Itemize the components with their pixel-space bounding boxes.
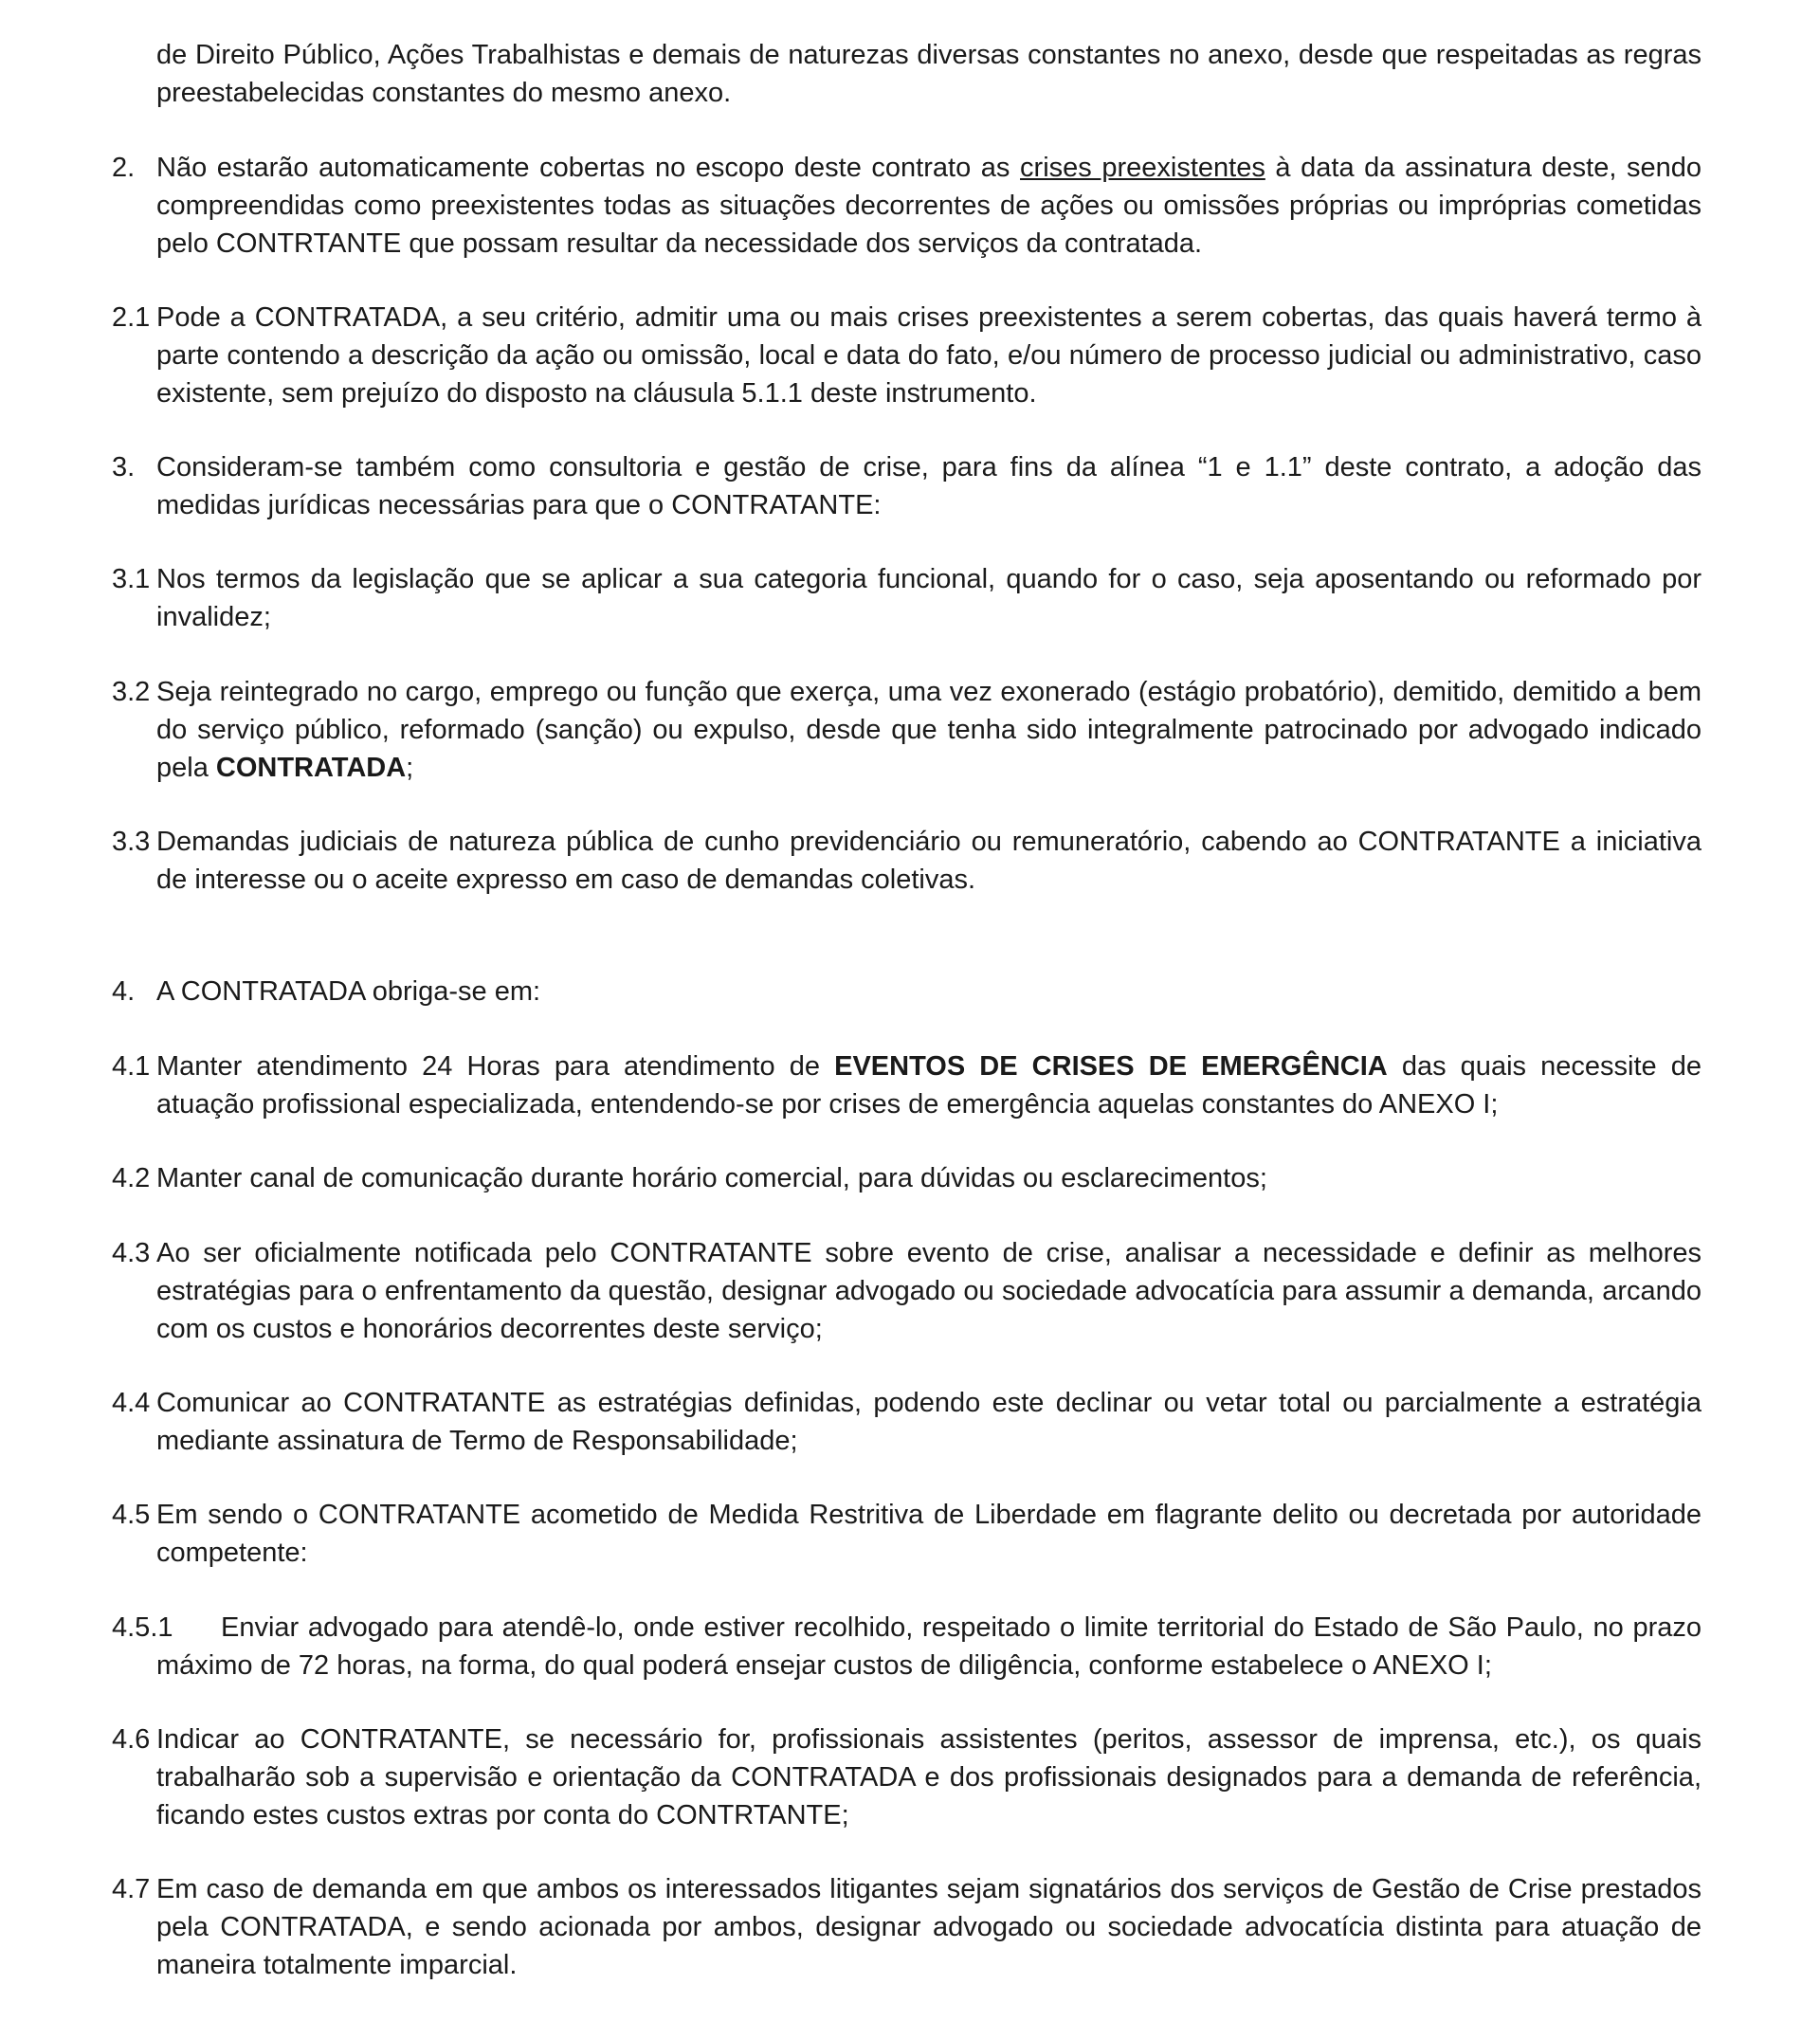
clause-number: 4.4 <box>112 1388 151 1418</box>
clause-number: 4. <box>112 976 136 1007</box>
clause-3-1 <box>112 560 1702 636</box>
clause-4-4 <box>112 1384 1702 1460</box>
clause-text: Comunicar ao CONTRATANTE as estratégias definidas, podendo este declinar ou vetar total ou parcialmente a estratégia mediante assinatura de Termo de Responsabilidade; <box>156 1388 1702 1456</box>
clause-text: Enviar advogado para atendê-lo, onde estiver recolhido, respeitado o limite territorial do Estado de São Paulo, no prazo máximo de 72 horas, na forma, do qual poderá ensejar custos de diligência, conforme estabelece o ANEXO I; <box>156 1612 1702 1681</box>
clause-text: Pode a CONTRATADA, a seu critério, admitir uma ou mais crises preexistentes a serem cobertas, das quais haverá termo à parte contendo a descrição da ação ou omissão, local e data do fato, e/ou número de processo judicial ou administrativo, caso existente, sem prejuízo do disposto na cláusula 5.1.1 deste instrumento. <box>156 302 1702 409</box>
clause-text: Ao ser oficialmente notificada pelo CONTRATANTE sobre evento de crise, analisar a necessidade e definir as melhores estratégias para o enfrentamento da questão, designar advogado ou sociedade advocatícia para assumir a demanda, arcando com os custos e honorários decorrentes deste serviço; <box>156 1238 1702 1344</box>
bold-term: CONTRATADA <box>215 753 407 783</box>
clause-number: 4.2 <box>112 1163 151 1193</box>
clause-text: Indicar ao CONTRATANTE, se necessário for, profissionais assistentes (peritos, assessor de imprensa, etc.), os quais trabalharão sob a supervisão e orientação da CONTRATADA e dos profissionais designados para a demanda de referência, ficando estes custos extras por conta do CONTRTANTE; <box>156 1724 1702 1830</box>
clause-text: Consideram-se também como consultoria e gestão de crise, para fins da alínea “1 e 1.1” deste contrato, a adoção das medidas jurídicas necessárias para que o CONTRATANTE: <box>156 452 1702 520</box>
clause-text: Em sendo o CONTRATANTE acometido de Medida Restritiva de Liberdade em flagrante delito ou decretada por autoridade competente: <box>156 1500 1702 1568</box>
clause-2 <box>112 149 1702 263</box>
clause-number: 2.1 <box>112 302 151 333</box>
clause-4-5-1 <box>112 1609 1702 1684</box>
clause-text: Manter atendimento 24 Horas para atendimento de EVENTOS DE CRISES DE EMERGÊNCIA das quais necessite de atuação profissional especializada, entendendo-se por crises de emergência aquelas constantes do ANEXO I; <box>156 1051 1702 1120</box>
clause-3-3 <box>112 823 1702 899</box>
clause-number: 2. <box>112 153 136 183</box>
clause-4-1 <box>112 1047 1702 1123</box>
clause-text: Em caso de demanda em que ambos os interessados litigantes sejam signatários dos serviços de Gestão de Crise prestados pela CONTRATADA, e sendo acionada por ambos, designar advogado ou sociedade advocatícia distinta para atuação de maneira totalmente imparcial. <box>156 1874 1702 1980</box>
clause-4-3 <box>112 1234 1702 1348</box>
bold-term: EVENTOS DE CRISES DE EMERGÊNCIA <box>834 1051 1388 1082</box>
clause-4-2 <box>112 1159 1702 1197</box>
clause-number: 4.1 <box>112 1051 151 1082</box>
clause-number: 4.5 <box>112 1500 151 1530</box>
clause-number: 4.5.1 <box>112 1612 173 1643</box>
clause-text: Nos termos da legislação que se aplicar a sua categoria funcional, quando for o caso, seja aposentando ou reformado por invalidez; <box>156 564 1702 632</box>
clause-text: Manter canal de comunicação durante horário comercial, para dúvidas ou esclarecimentos; <box>156 1163 1267 1193</box>
clause-number: 3.1 <box>112 564 151 594</box>
clause-number: 4.6 <box>112 1724 151 1755</box>
clause-4-7 <box>112 1870 1702 1984</box>
clause-number: 4.3 <box>112 1238 151 1268</box>
clause-3 <box>112 448 1702 524</box>
clause-4 <box>112 973 1702 1010</box>
clause-number: 3. <box>112 452 136 482</box>
paragraph-text: de Direito Público, Ações Trabalhistas e demais de naturezas diversas constantes no anexo, desde que respeitadas as regras preestabelecidas constantes do mesmo anexo. <box>156 40 1702 108</box>
clause-4-6 <box>112 1721 1702 1834</box>
clause-number: 4.7 <box>112 1874 151 1904</box>
clause-number: 3.2 <box>112 677 151 707</box>
underlined-term: crises preexistentes <box>1020 153 1265 183</box>
paragraph-continuation <box>112 36 1702 112</box>
clause-2-1 <box>112 299 1702 412</box>
clause-number: 3.3 <box>112 827 151 857</box>
clause-text: Não estarão automaticamente cobertas no escopo deste contrato as crises preexistentes à data da assinatura deste, sendo compreendidas como preexistentes todas as situações decorrentes de ações ou omissões próprias ou impróprias cometidas pelo CONTRTANTE que possam resultar da necessidade dos serviços da contratada. <box>156 153 1702 259</box>
clause-text: Seja reintegrado no cargo, emprego ou função que exerça, uma vez exonerado (estágio probatório), demitido, demitido a bem do serviço público, reformado (sanção) ou expulso, desde que tenha sido integralmente patrocinado por advogado indicado pela CONTRATADA; <box>156 677 1702 783</box>
clause-3-2 <box>112 673 1702 787</box>
clause-text: Demandas judiciais de natureza pública de cunho previdenciário ou remuneratório, cabendo ao CONTRATANTE a iniciativa de interesse ou o aceite expresso em caso de demandas coletivas. <box>156 827 1702 895</box>
clause-4-5 <box>112 1496 1702 1572</box>
clause-text: A CONTRATADA obriga-se em: <box>156 976 541 1007</box>
